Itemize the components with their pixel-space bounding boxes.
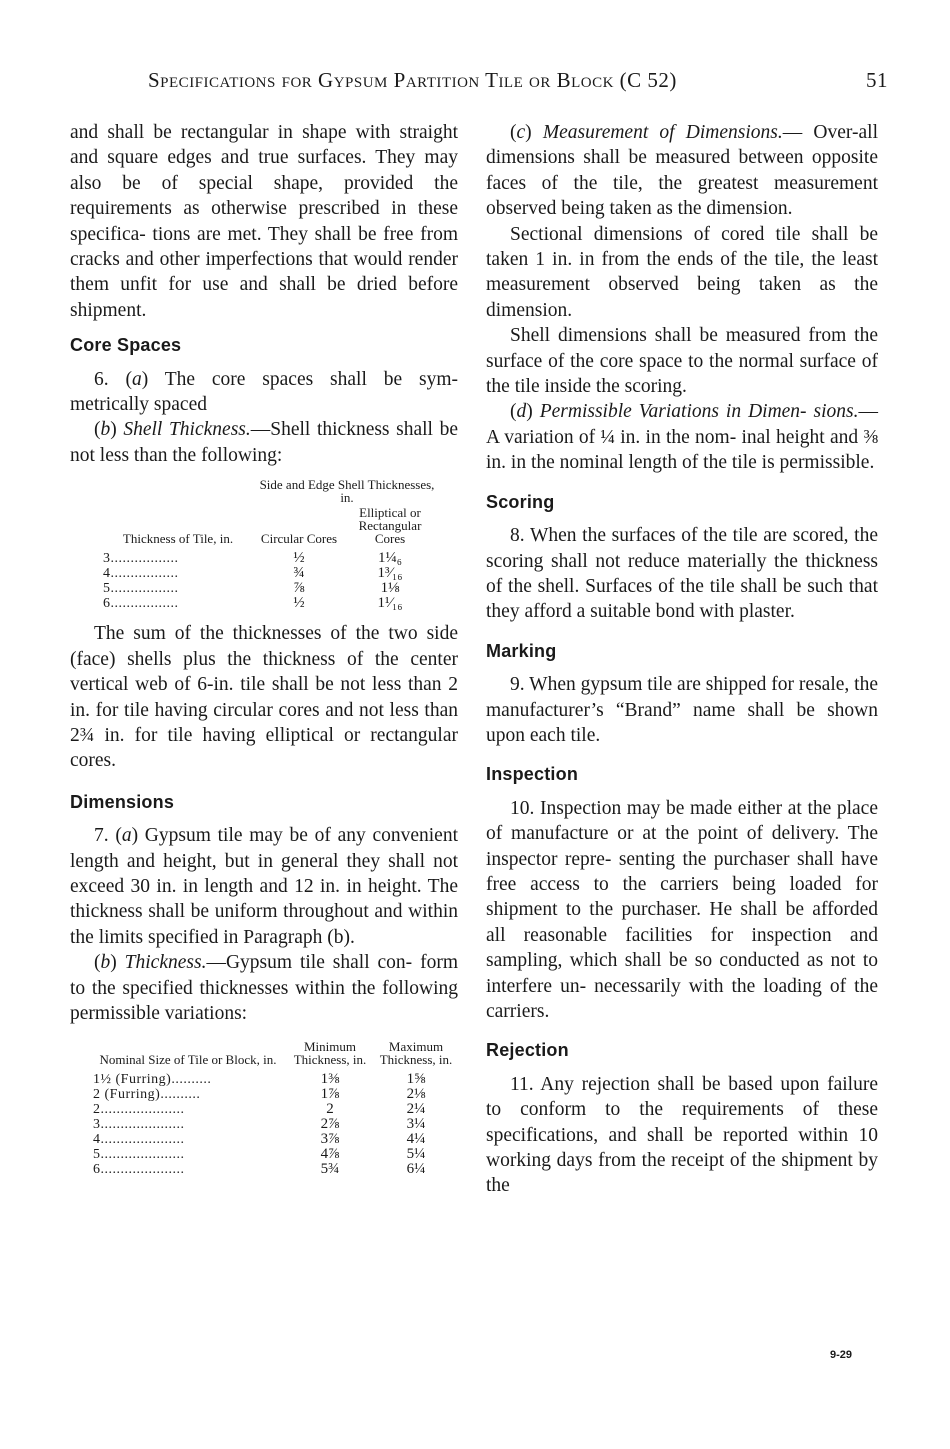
para-text: —Gypsum tile shall con- form to the specified thicknesses within the following permissible variations: [70, 952, 458, 1024]
row-elliptical: 1¹⁄₁₆ [377, 595, 403, 612]
row-label: 2 (Furring).......... [93, 1087, 201, 1103]
right-column [486, 120, 878, 1199]
table-row [90, 1072, 458, 1087]
row-min: 2⅞ [320, 1116, 340, 1133]
paragraph-10: 10. Inspection may be made either at the place of manufacture or at the point of delivery. The inspector repre- senting the purchaser shall have free access to the carriers being loaded for shipment to the purchaser. He shall be afforded all reasonable facilities for inspection and sampling, which shall be so conducted as not to interfere un- necessarily with the loading of the carriers. [486, 797, 878, 1022]
paragraph-6b [70, 417, 458, 468]
table-row [100, 566, 438, 581]
table-row [90, 1117, 458, 1132]
row-label: 3..................... [93, 1117, 185, 1133]
thickness-variation-table [90, 1040, 458, 1177]
table-row [100, 581, 438, 596]
paragraph-6a [70, 367, 458, 418]
sectional-paragraph: Sectional dimensions of cored tile shall be taken 1 in. in from the ends of the tile, the least measurement observed being taken as the dimension. [486, 223, 878, 321]
header-title: Specifications for Gypsum Partition Tile or Block (C 52) [148, 68, 677, 92]
para-label: (c) [510, 122, 543, 143]
para-number: 6. [94, 368, 126, 390]
para-title: Shell Thickness. [123, 419, 251, 441]
row-elliptical: 1³⁄₁₆ [377, 565, 403, 582]
row-circular: ¾ [293, 565, 305, 582]
paragraph-7b [70, 950, 458, 1026]
row-label: 6................. [103, 596, 179, 612]
row-min: 2 [326, 1101, 334, 1118]
para-text: —Shell thickness shall be not less than the following: [70, 419, 458, 466]
paragraph-9: 9. When gypsum tile are shipped for resale, the manufacturer’s “Brand” name shall be shown upon each tile. [486, 674, 878, 746]
paragraph-11: 11. Any rejection shall be based upon failure to conform to the requirements of these specifications, and shall be reported within 10 working days from the receipt of the shipment by the [486, 1073, 878, 1197]
row-min: 4⅞ [320, 1146, 340, 1163]
para-label: (a) [115, 825, 139, 847]
row-elliptical: 1⅛ [380, 580, 400, 597]
core-spaces-heading: Core Spaces [70, 335, 182, 356]
para-text: The core spaces shall be sym- metrically spaced [70, 368, 458, 416]
row-max: 6¼ [406, 1161, 426, 1178]
running-header [148, 68, 888, 98]
row-min: 1⅜ [320, 1071, 340, 1088]
para-label: (a) [125, 368, 149, 390]
row-label: 6..................... [93, 1162, 185, 1178]
para-label: (b) [94, 419, 124, 441]
table-row [90, 1132, 458, 1147]
shell-thickness-table [100, 478, 438, 611]
row-elliptical: 1¼₆ [378, 550, 402, 567]
table-row [90, 1162, 458, 1177]
row-label: 5..................... [93, 1147, 185, 1163]
para-text: — Over-all dimensions shall be measured between opposite faces of the tile, the greatest measurement observed being taken as the dimension. [486, 122, 879, 220]
row-max: 3¼ [406, 1116, 426, 1133]
row-label: 4..................... [93, 1132, 185, 1148]
para-title: Thickness. [124, 952, 207, 974]
row-label: 2..................... [93, 1102, 185, 1118]
row-max: 1⅝ [406, 1071, 426, 1088]
row-max: 5¼ [406, 1146, 426, 1163]
paragraph-6c [486, 120, 878, 222]
shell-paragraph: Shell dimensions shall be measured from the surface of the core space to the normal surface of the tile inside the scoring. [486, 325, 878, 398]
para-number: 7. [94, 825, 116, 847]
table1-group-header: Side and Edge Shell Thicknesses, in. [259, 477, 435, 506]
row-min: 3⅞ [320, 1131, 340, 1148]
paragraph-8: 8. When the surfaces of the tile are scored, the scoring shall not reduce materially the thickness of the shell. Surfaces of the tile shall be such that they afford a suitable bond with plaster. [486, 525, 878, 623]
para-label: (d) [510, 401, 540, 423]
row-circular: ½ [293, 595, 305, 612]
row-label: 5................. [103, 581, 179, 597]
table-row [90, 1102, 458, 1117]
table1-col-thickness: Thickness of Tile, in. [122, 531, 234, 547]
para-text: Gypsum tile may be of any convenient length and height, but in general they shall not exceed 30 in. in length and 12 in. in height. The thickness shall be uniform throughout and within the limits specified in Paragraph (b). [70, 825, 458, 948]
table1-col-circular: Circular Cores [260, 531, 338, 547]
table-row [90, 1087, 458, 1102]
table1-col-elliptical: Elliptical or Rectangular Cores [358, 505, 422, 547]
row-min: 1⅞ [320, 1086, 340, 1103]
row-min: 5¾ [320, 1161, 340, 1178]
table-row [90, 1147, 458, 1162]
row-label: 1½ (Furring).......... [93, 1072, 212, 1088]
sum-paragraph: The sum of the thicknesses of the two side (face) shells plus the thickness of the center vertical web of 6-in. tile shall be not less than 2 in. for tile having circular cores and not less than 2¾ in. for tile having elliptical or rectangular cores. [70, 623, 458, 772]
page-code: 9-29 [830, 1349, 853, 1361]
row-max: 2⅛ [406, 1086, 426, 1103]
intro-paragraph: and shall be rectangular in shape with straight and square edges and true surfaces. They may also be of special shape, provided the requirements as otherwise prescribed in these specifica- tions are met. They shall be free from cracks and other imperfections that would render them unfit for use and shall be dried before shipment. [70, 122, 458, 321]
marking-heading: Marking [486, 640, 557, 661]
rejection-heading: Rejection [486, 1040, 569, 1061]
para-title: Measurement of Dimensions. [542, 122, 783, 143]
page-number: 51 [866, 68, 888, 92]
para-label: (b) [94, 952, 125, 974]
table-row [100, 596, 438, 611]
table2-col-max: Maximum Thickness, in. [379, 1039, 453, 1068]
row-label: 3................. [103, 551, 179, 567]
paragraph-6d [486, 399, 878, 475]
table-row [100, 551, 438, 566]
dimensions-heading: Dimensions [70, 791, 175, 812]
row-circular: ⅞ [293, 580, 305, 597]
scoring-heading: Scoring [486, 491, 555, 512]
row-max: 4¼ [406, 1131, 426, 1148]
inspection-heading: Inspection [486, 764, 579, 785]
table2-col-size: Nominal Size of Tile or Block, in. [99, 1052, 277, 1068]
para-text: —A variation of ¼ in. in the nom- inal height and ⅜ in. in the nominal length of the tile is permissible. [486, 401, 878, 474]
table2-col-min: Minimum Thickness, in. [293, 1039, 367, 1068]
para-title: Permissible Variations in Dimen- sions. [539, 401, 859, 423]
row-max: 2¼ [406, 1101, 426, 1118]
left-column [70, 120, 458, 1187]
paragraph-7a [70, 823, 458, 950]
row-label: 4................. [103, 566, 179, 582]
row-circular: ½ [293, 550, 305, 567]
